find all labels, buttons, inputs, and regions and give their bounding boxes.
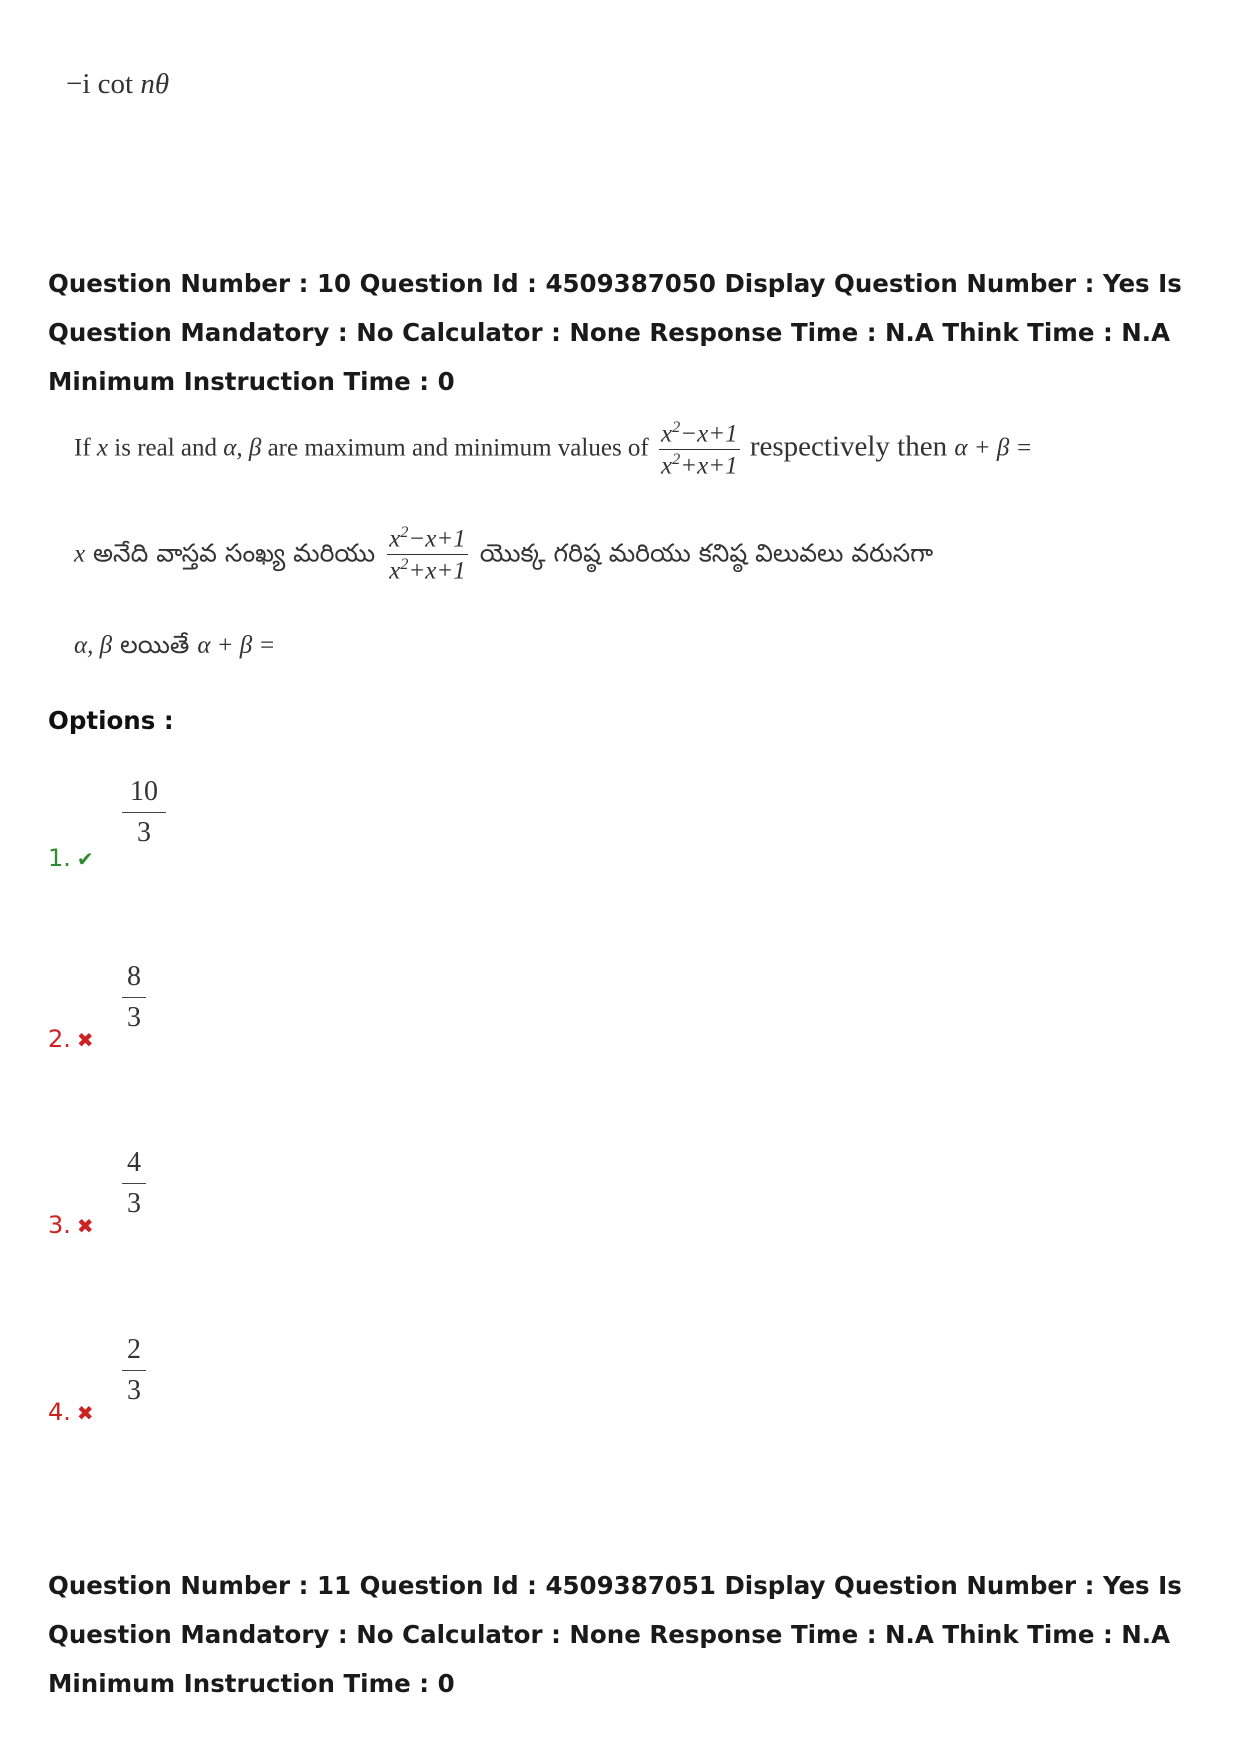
cross-icon: ✖: [76, 1028, 94, 1052]
question-10-english: [74, 418, 1032, 481]
option-1-denominator: 3: [137, 817, 151, 848]
q-fraction-denominator: $x^2+x+1$: [661, 450, 738, 480]
tel-fraction: [387, 523, 468, 586]
tel-text-part2: యొక్క గరిష్ఠ మరియు కనిష్ఠ విలువలు వరుసగా: [479, 538, 934, 568]
question-10-telugu-line-1: [74, 523, 933, 586]
tel-var-x: x: [74, 540, 86, 568]
option-3[interactable]: [48, 1211, 94, 1239]
option-4-label: 4.: [48, 1398, 71, 1426]
option-1-label: 1.: [48, 844, 71, 872]
question-10-telugu-line-2: [74, 630, 275, 666]
tel-alpha-beta: α, β: [74, 632, 113, 659]
tel-fraction-denominator: $x^2+x+1$: [389, 555, 466, 585]
tel-expression: α + β =: [197, 632, 276, 659]
option-2-denominator: 3: [127, 1002, 141, 1033]
q-fraction: [659, 418, 740, 481]
option-4-numerator: 2: [127, 1334, 141, 1365]
tel-text-part1: అనేది వాస్తవ సంఖ్య మరియు: [85, 538, 384, 568]
tel-fraction-numerator: $x^2-x+1$: [389, 523, 466, 553]
prev-option-prefix: −i cot: [66, 68, 141, 100]
option-1-fraction: [122, 776, 166, 849]
option-2-fraction: [122, 961, 146, 1034]
q-text-part1: If: [74, 434, 97, 462]
q-text-part3: are maximum and minimum values of: [261, 434, 649, 462]
tel-text-part3: లయితే: [112, 630, 198, 659]
option-1-numerator: 10: [130, 776, 158, 807]
option-4-fraction: [122, 1334, 146, 1407]
q-alpha-beta: α, β: [223, 434, 262, 462]
option-3-fraction: [122, 1147, 146, 1220]
cross-icon: ✖: [76, 1214, 94, 1238]
cross-icon: ✖: [76, 1401, 94, 1425]
option-4[interactable]: [48, 1398, 94, 1426]
prev-option-var: nθ: [140, 68, 170, 100]
option-1[interactable]: [48, 844, 94, 872]
option-2[interactable]: [48, 1025, 94, 1053]
q-text-part4: respectively then: [749, 430, 955, 463]
option-3-numerator: 4: [127, 1147, 141, 1178]
q-var-x: x: [96, 434, 109, 462]
option-2-label: 2.: [48, 1025, 71, 1053]
q-fraction-numerator: $x^2-x+1$: [661, 418, 738, 448]
option-3-denominator: 3: [127, 1188, 141, 1219]
check-icon: ✔: [76, 847, 94, 871]
previous-option-fragment: [66, 68, 169, 101]
question-10-metadata: Question Number : 10 Question Id : 4509387050 Display Question Number : Yes Is Question Mandatory : No Calculator : None Response Time : N.A Think Time : N.A Minimum Instruction Time : 0: [48, 269, 1182, 396]
option-4-denominator: 3: [127, 1375, 141, 1406]
options-label: Options :: [48, 706, 174, 735]
question-11-metadata: Question Number : 11 Question Id : 4509387051 Display Question Number : Yes Is Question Mandatory : No Calculator : None Response Time : N.A Think Time : N.A Minimum Instruction Time : 0: [48, 1571, 1182, 1698]
q-text-part2: is real and: [108, 434, 224, 462]
q-expression: α + β =: [954, 434, 1033, 462]
option-2-numerator: 8: [127, 961, 141, 992]
option-3-label: 3.: [48, 1211, 71, 1239]
